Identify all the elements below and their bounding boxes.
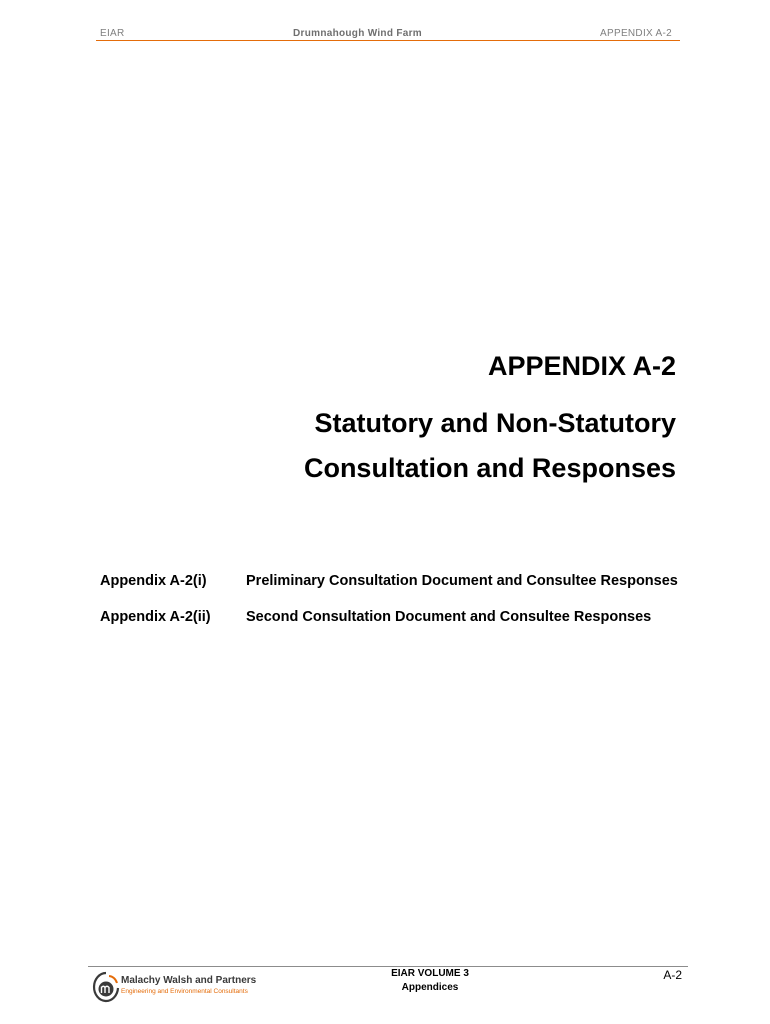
header-divider <box>96 40 680 41</box>
header-left-label: EIAR <box>100 28 125 39</box>
company-name: Malachy Walsh and Partners <box>121 975 257 986</box>
company-tagline: Engineering and Environmental Consultants <box>121 988 248 995</box>
appendix-entry <box>100 609 651 625</box>
appendix-entry <box>100 573 678 589</box>
footer-subtitle: Appendices <box>401 982 459 993</box>
appendix-entry-description: Second Consultation Document and Consultee Responses <box>246 609 652 625</box>
appendix-entry-code: Appendix A-2(i) <box>100 573 207 589</box>
footer-volume-label: EIAR VOLUME 3 <box>391 968 469 979</box>
appendix-subtitle-line-2: Consultation and Responses <box>303 453 676 483</box>
header-appendix-label: APPENDIX A-2 <box>600 28 672 39</box>
appendix-subtitle-line-1: Statutory and Non-Statutory <box>314 408 676 438</box>
appendix-title: APPENDIX A-2 <box>487 351 676 381</box>
footer-page-number: A-2 <box>663 968 682 982</box>
appendix-entry-code: Appendix A-2(ii) <box>100 609 211 625</box>
appendix-entry-description: Preliminary Consultation Document and Consultee Responses <box>246 573 678 589</box>
footer-divider <box>88 966 688 967</box>
mwp-logo-icon <box>92 970 120 1006</box>
header-project-title: Drumnahough Wind Farm <box>293 28 422 39</box>
